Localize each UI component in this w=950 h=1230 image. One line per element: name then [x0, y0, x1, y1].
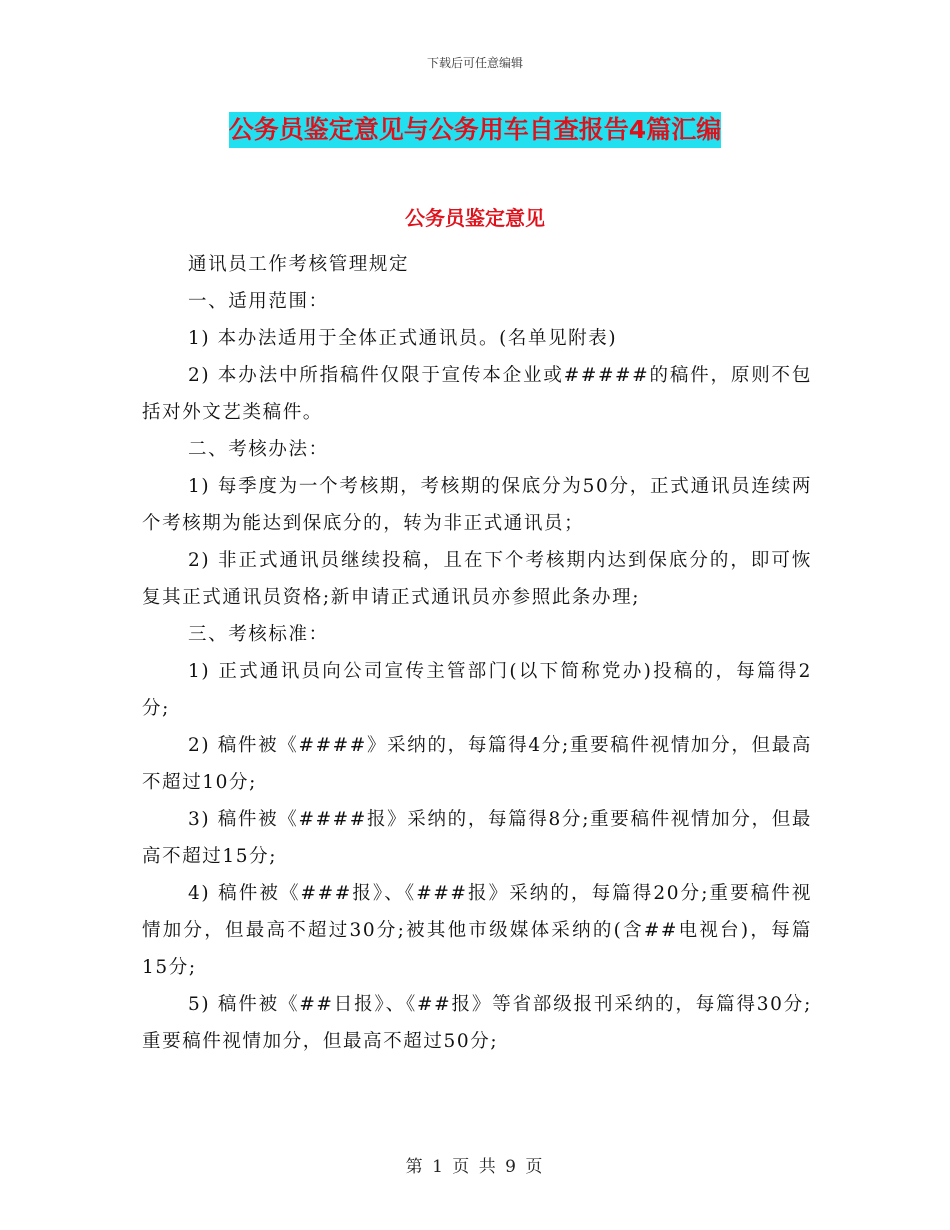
paragraph: 二、考核办法： — [188, 439, 329, 460]
paragraph: 2) 稿件被《####》采纳的，每篇得4分;重要稿件视情加分，但最高不超过10分; — [142, 735, 812, 793]
section-title: 公务员鉴定意见 — [405, 206, 545, 230]
paragraph: 2) 非正式通讯员继续投稿，且在下个考核期内达到保底分的，即可恢复其正式通讯员资格;新申请正式通讯员亦参照此条办理; — [142, 550, 812, 608]
paragraph: 通讯员工作考核管理规定 — [188, 254, 410, 275]
document-body — [142, 246, 812, 1060]
paragraph: 1) 正式通讯员向公司宣传主管部门(以下简称党办)投稿的，每篇得2分; — [142, 661, 812, 719]
paragraph: 5) 稿件被《##日报》、《##报》等省部级报刊采纳的，每篇得30分;重要稿件视情加分，但最高不超过50分; — [142, 994, 812, 1052]
page-header-note: 下载后可任意编辑 — [426, 56, 523, 70]
paragraph: 一、适用范围： — [188, 291, 329, 312]
document-title — [0, 112, 950, 148]
paragraph: 2) 本办法中所指稿件仅限于宣传本企业或#####的稿件，原则不包括对外文艺类稿件。 — [142, 365, 812, 423]
paragraph: 1) 每季度为一个考核期，考核期的保底分为50分，正式通讯员连续两个考核期为能达到保底分的，转为非正式通讯员； — [142, 476, 812, 534]
paragraph: 三、考核标准： — [188, 624, 329, 645]
paragraph: 4) 稿件被《###报》、《###报》采纳的，每篇得20分;重要稿件视情加分，但最高不超过30分;被其他市级媒体采纳的(含##电视台)，每篇15分; — [142, 883, 812, 978]
paragraph: 3) 稿件被《####报》采纳的，每篇得8分;重要稿件视情加分，但最高不超过15分; — [142, 809, 812, 867]
document-title-text: 公务员鉴定意见与公务用车自查报告4篇汇编 — [229, 112, 721, 148]
page-footer: 第 1 页 共 9 页 — [405, 1157, 545, 1177]
paragraph: 1) 本办法适用于全体正式通讯员。(名单见附表) — [188, 328, 618, 349]
